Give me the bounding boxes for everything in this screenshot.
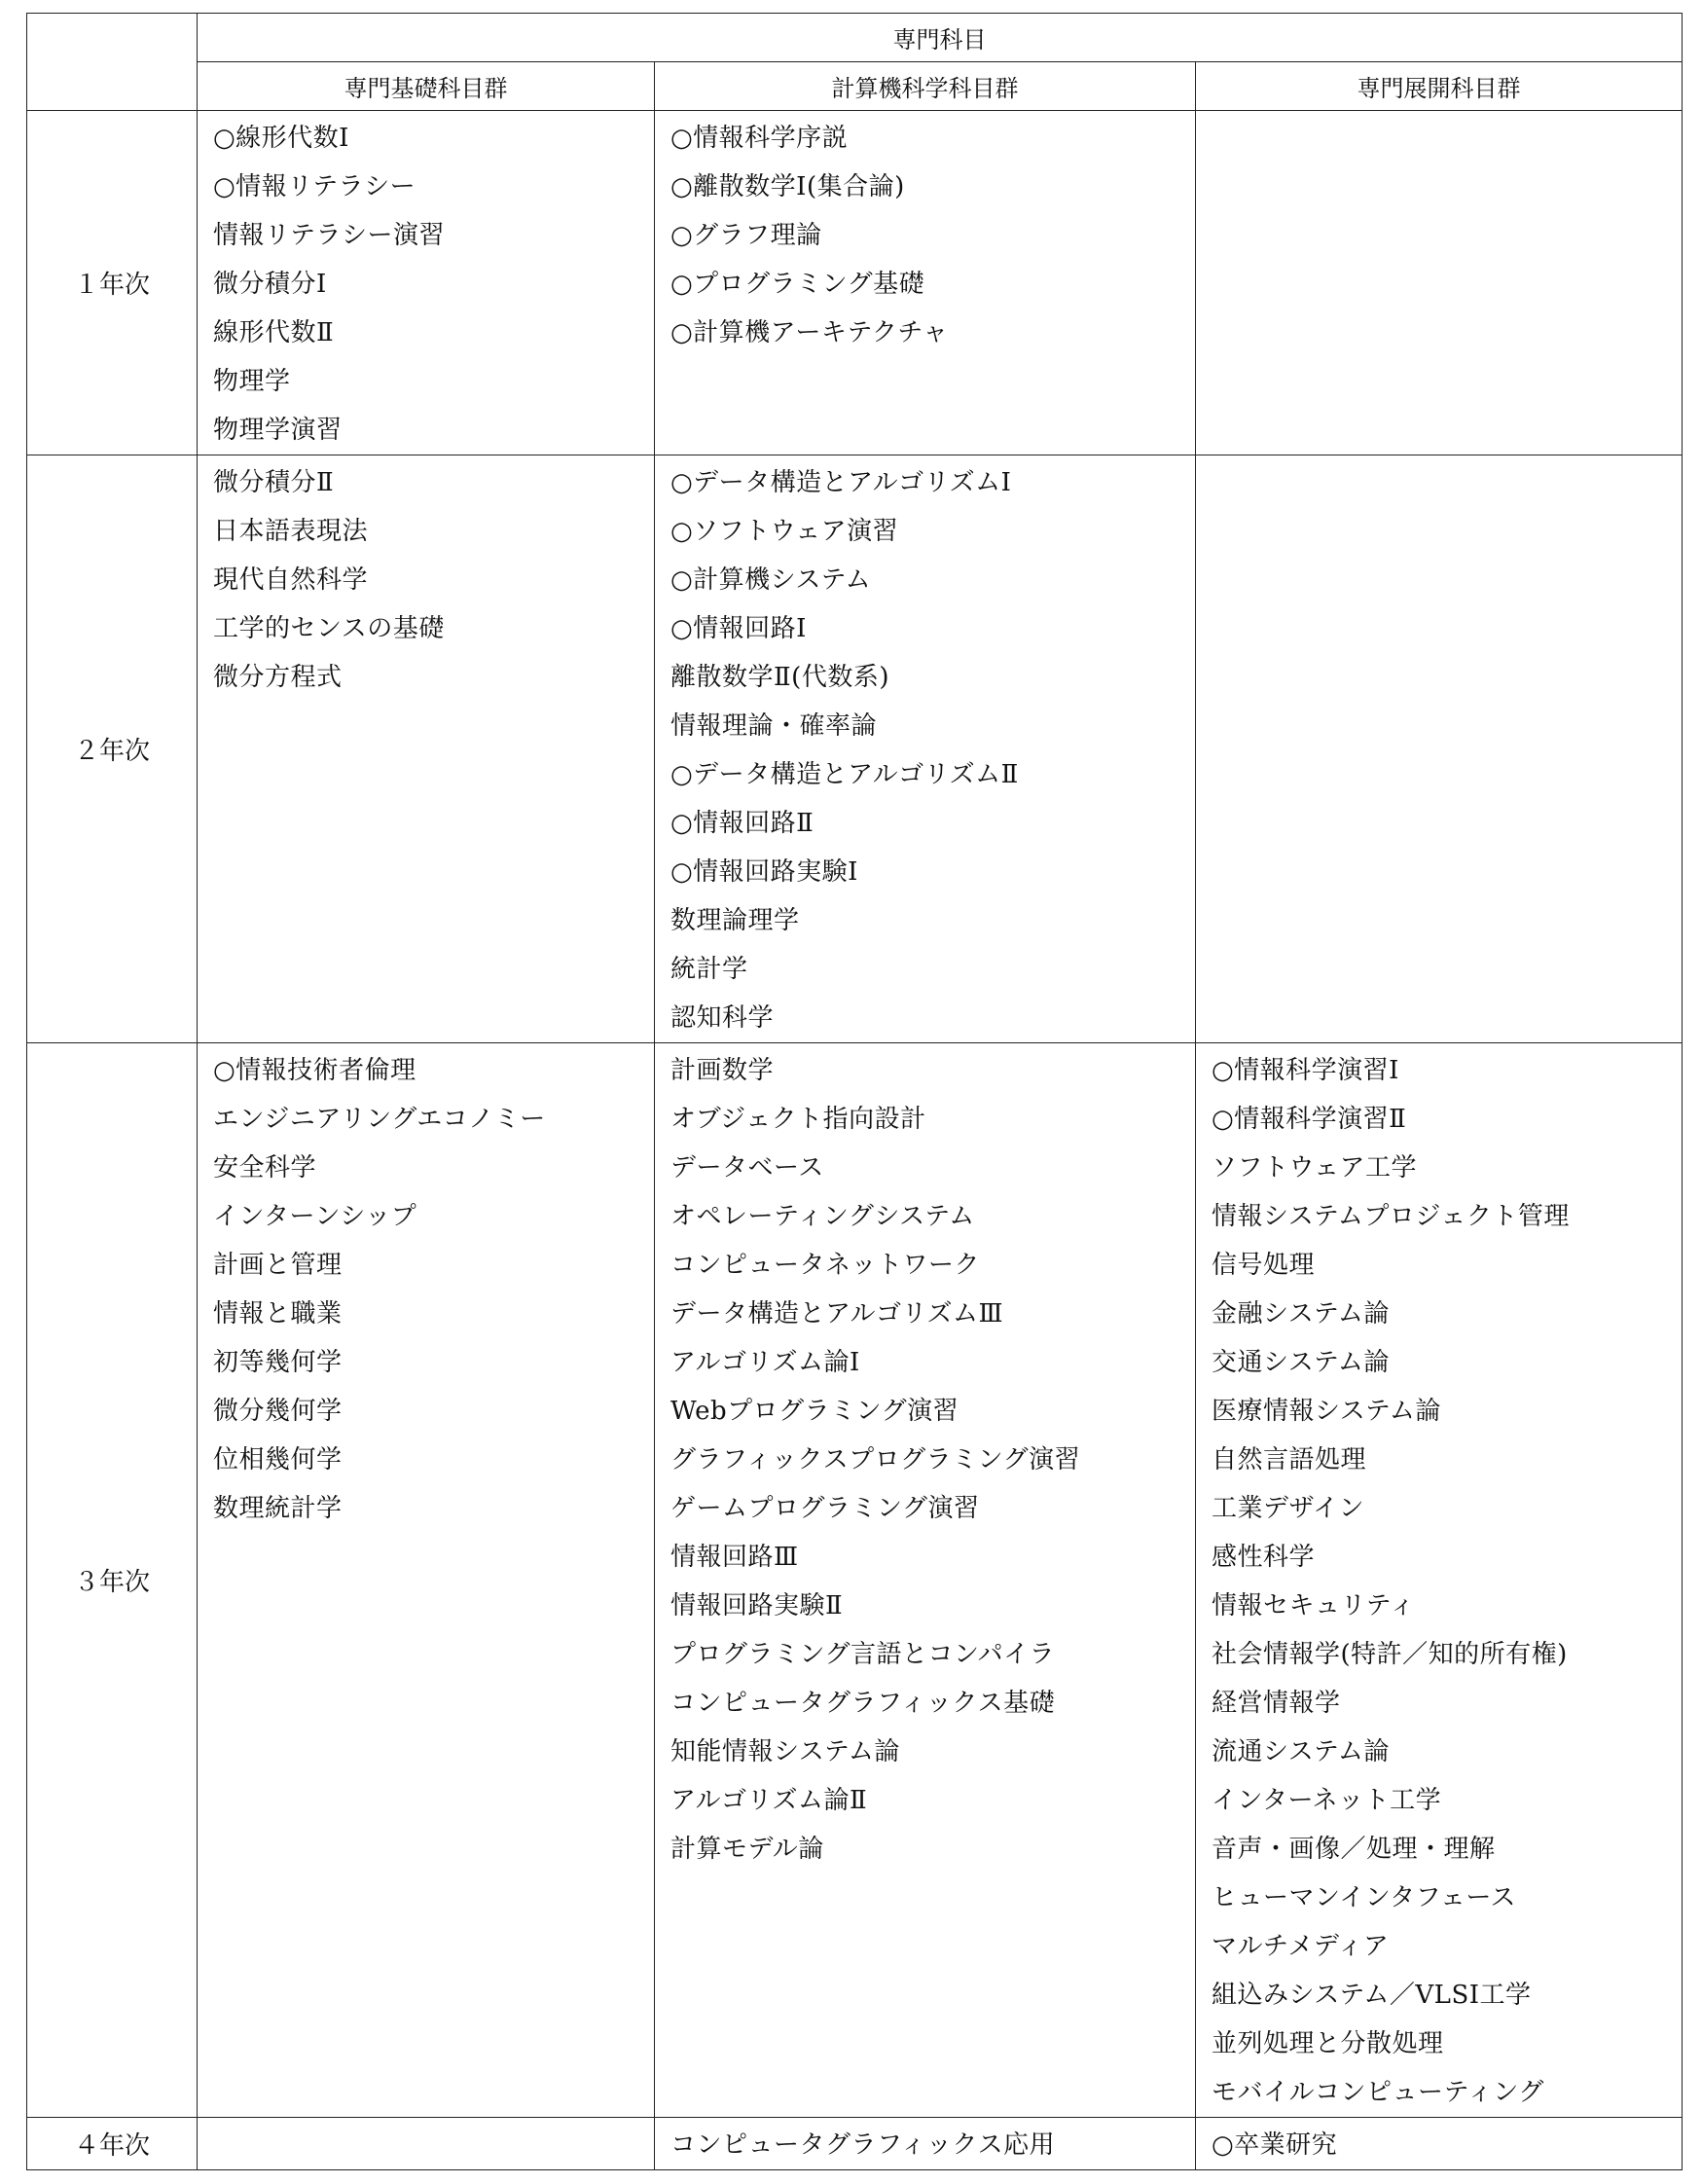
course-item: コンピュータネットワーク	[670, 1251, 981, 1280]
course-list	[670, 2121, 1195, 2169]
course-list	[670, 114, 1195, 357]
course-item: 微分積分Ⅰ	[213, 270, 327, 299]
course-item: ○情報回路Ⅱ	[670, 809, 814, 838]
keisan-cell	[655, 1043, 1196, 2118]
header-row-main	[27, 14, 1683, 62]
tenkai-cell	[1196, 2118, 1683, 2170]
kiso-cell	[198, 1043, 655, 2118]
header-senmon-kamoku: 専門科目	[198, 14, 1683, 62]
course-item: 知能情報システム論	[670, 1737, 900, 1766]
curriculum-table	[26, 13, 1683, 2170]
course-item: 情報回路実験Ⅱ	[670, 1591, 844, 1620]
course-item: コンピュータグラフィックス基礎	[670, 1689, 1056, 1718]
course-item: 金融システム論	[1212, 1299, 1390, 1329]
course-item: 社会情報学(特許／知的所有権)	[1212, 1640, 1568, 1669]
course-item: 計算モデル論	[670, 1835, 824, 1864]
course-item: ソフトウェア工学	[1212, 1153, 1417, 1183]
header-kiso-group: 専門基礎科目群	[198, 62, 655, 111]
course-item: 工業デザイン	[1212, 1494, 1365, 1523]
course-item: 離散数学Ⅱ(代数系)	[670, 663, 889, 692]
course-item: 物理学演習	[213, 416, 343, 445]
course-item: ○情報回路Ⅰ	[670, 614, 807, 643]
tenkai-cell	[1196, 1043, 1683, 2118]
kiso-cell	[198, 455, 655, 1043]
course-item: エンジニアリングエコノミー	[213, 1105, 546, 1134]
course-item: 統計学	[670, 955, 748, 984]
course-item: データベース	[670, 1153, 824, 1183]
course-item: 信号処理	[1212, 1251, 1316, 1280]
corner-cell	[27, 14, 198, 111]
course-item: ○情報科学演習Ⅱ	[1212, 1105, 1407, 1134]
course-item: 情報セキュリティ	[1212, 1591, 1416, 1620]
course-item: ○ソフトウェア演習	[670, 517, 899, 546]
kiso-cell	[198, 111, 655, 455]
course-item: 微分幾何学	[213, 1397, 343, 1426]
course-item: 交通システム論	[1212, 1348, 1390, 1377]
course-item: マルチメディア	[1212, 1932, 1390, 1961]
course-item: 計画と管理	[213, 1251, 343, 1280]
course-item: インターネット工学	[1212, 1786, 1442, 1815]
course-item: 情報リテラシー演習	[213, 221, 445, 250]
course-item: 情報理論・確率論	[670, 711, 878, 741]
course-item: インターンシップ	[213, 1202, 417, 1231]
course-item: 日本語表現法	[213, 517, 369, 546]
course-item: アルゴリズム論Ⅱ	[670, 1786, 868, 1815]
year-row	[27, 2118, 1683, 2170]
course-item: ○情報科学演習Ⅰ	[1212, 1056, 1399, 1085]
course-item: 情報回路Ⅲ	[670, 1543, 799, 1572]
course-list	[1212, 1046, 1682, 2117]
course-item: ○計算機アーキテクチャ	[670, 318, 949, 347]
header-tenkai-group: 専門展開科目群	[1196, 62, 1683, 111]
course-item: 線形代数Ⅱ	[213, 318, 335, 347]
course-item: 流通システム論	[1212, 1737, 1390, 1766]
kiso-cell	[198, 2118, 655, 2170]
course-item: ○グラフ理論	[670, 221, 822, 250]
course-item: ○情報科学序説	[670, 124, 849, 153]
course-item: 微分積分Ⅱ	[213, 468, 335, 497]
course-item: 数理論理学	[670, 906, 800, 935]
course-item: 計画数学	[670, 1056, 775, 1085]
course-item: 安全科学	[213, 1153, 317, 1183]
course-item: 情報システムプロジェクト管理	[1212, 1202, 1570, 1231]
course-item: ○線形代数Ⅰ	[213, 124, 349, 153]
keisan-cell	[655, 2118, 1196, 2170]
course-item: モバイルコンピューティング	[1212, 2078, 1544, 2107]
course-item: 組込みシステム／VLSI工学	[1212, 1981, 1532, 2010]
course-item: ○離散数学Ⅰ(集合論)	[670, 172, 905, 201]
tenkai-cell	[1196, 455, 1683, 1043]
course-item: Webプログラミング演習	[670, 1397, 959, 1426]
keisan-cell	[655, 455, 1196, 1043]
course-item: 物理学	[213, 367, 291, 396]
course-item: 並列処理と分散処理	[1212, 2029, 1444, 2058]
course-item: ○データ構造とアルゴリズムⅠ	[670, 468, 1012, 497]
course-item: 微分方程式	[213, 663, 343, 692]
year-label: ２年次	[27, 455, 198, 1043]
course-list	[213, 114, 654, 455]
course-item: コンピュータグラフィックス応用	[670, 2130, 1056, 2160]
course-list	[213, 458, 654, 702]
course-list	[670, 458, 1195, 1042]
course-list	[213, 1046, 654, 1533]
course-item: ○プログラミング基礎	[670, 270, 925, 299]
year-label: ４年次	[27, 2118, 198, 2170]
course-item: ○情報回路実験Ⅰ	[670, 857, 858, 887]
course-item: 感性科学	[1212, 1543, 1316, 1572]
course-item: ○卒業研究	[1212, 2130, 1338, 2160]
course-item: 現代自然科学	[213, 565, 369, 595]
course-item: 経営情報学	[1212, 1689, 1341, 1718]
course-list	[670, 1046, 1195, 1874]
header-keisan-group: 計算機科学科目群	[655, 62, 1196, 111]
course-item: グラフィックスプログラミング演習	[670, 1445, 1081, 1474]
course-item: ○データ構造とアルゴリズムⅡ	[670, 760, 1019, 789]
year-row	[27, 455, 1683, 1043]
course-item: 初等幾何学	[213, 1348, 343, 1377]
course-item: 数理統計学	[213, 1494, 343, 1523]
course-list	[1212, 2121, 1682, 2169]
course-item: 音声・画像／処理・理解	[1212, 1835, 1496, 1864]
course-item: 医療情報システム論	[1212, 1397, 1441, 1426]
year-label: ３年次	[27, 1043, 198, 2118]
keisan-cell	[655, 111, 1196, 455]
course-item: データ構造とアルゴリズムⅢ	[670, 1299, 1004, 1329]
header-row-groups	[27, 62, 1683, 111]
year-label: １年次	[27, 111, 198, 455]
tenkai-cell	[1196, 111, 1683, 455]
course-item: ○情報技術者倫理	[213, 1056, 416, 1085]
course-item: 認知科学	[670, 1003, 775, 1033]
course-item: プログラミング言語とコンパイラ	[670, 1640, 1056, 1669]
course-item: オブジェクト指向設計	[670, 1105, 926, 1134]
course-item: ヒューマンインタフェース	[1212, 1883, 1517, 1912]
course-item: 位相幾何学	[213, 1445, 343, 1474]
course-item: ○情報リテラシー	[213, 172, 416, 201]
year-row	[27, 1043, 1683, 2118]
course-item: ゲームプログラミング演習	[670, 1494, 980, 1523]
course-item: オペレーティングシステム	[670, 1202, 975, 1231]
course-item: ○計算機システム	[670, 565, 872, 595]
course-item: 工学的センスの基礎	[213, 614, 445, 643]
year-row	[27, 111, 1683, 455]
course-item: アルゴリズム論Ⅰ	[670, 1348, 860, 1377]
course-item: 情報と職業	[213, 1299, 343, 1329]
course-item: 自然言語処理	[1212, 1445, 1367, 1474]
